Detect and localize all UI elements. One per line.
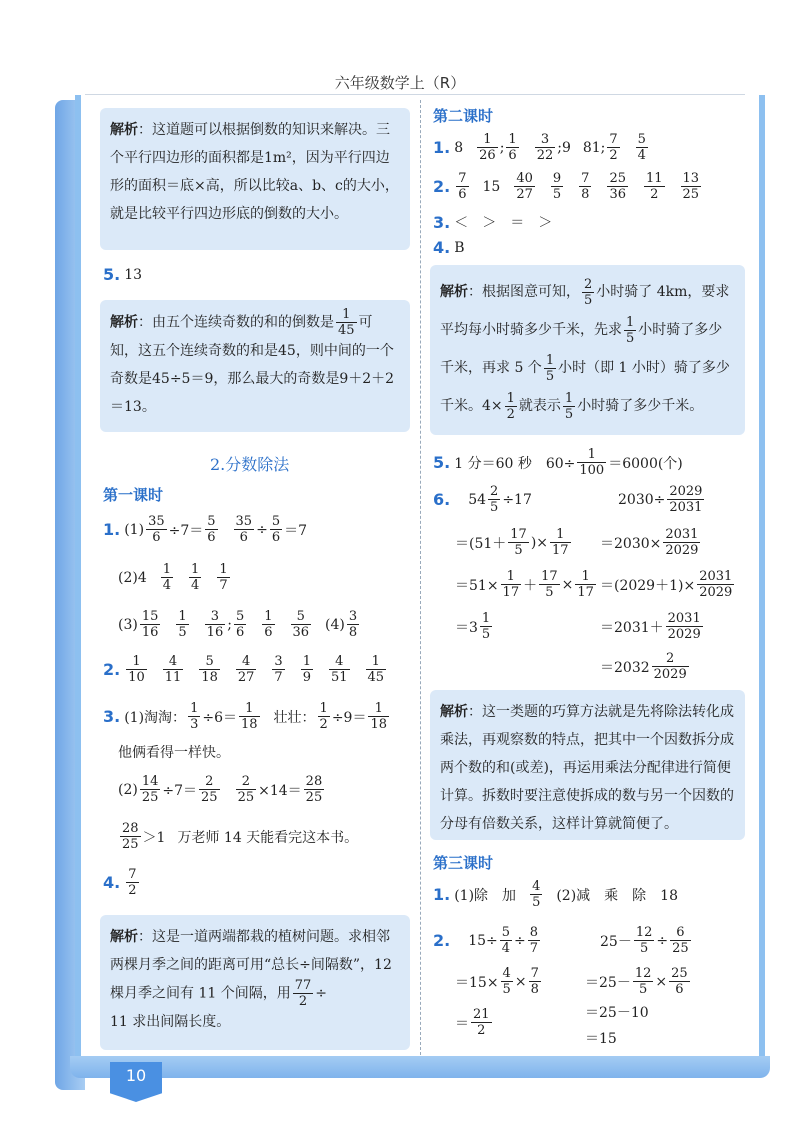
frame-bottom [70, 1056, 770, 1078]
l-q4: 4. $\frac{7}{2}$ [103, 867, 137, 898]
analysis-text: 小时骑了 4km，要求平均每小时骑多少千米，先求 [440, 284, 730, 338]
part-label: (2) [118, 781, 138, 798]
analysis-text: 小时（即 1 小时）骑了多少千米。4× [440, 360, 730, 414]
q-num: 2. [103, 660, 121, 679]
analysis-text: ：这道题可以根据倒数的知识来解决。三个平行四边形的面积都是1m²，因为平行四边形的面积＝底×高，所以比较a、b、c的大小，就是比较平行四边形底的倒数的大小。 [110, 122, 399, 222]
q-num: 3. [433, 212, 451, 232]
analysis-text: 可知，这五个连续奇数的和是45，则中间的一个奇数是45÷5＝9，那么最大的奇数是9＋2＋2＝13。 [110, 314, 395, 415]
answer: 1 分＝60 秒 60÷ [454, 455, 576, 472]
r-q6-l1: 6. 54 $\frac{2}{5}$ ÷17 [433, 484, 532, 515]
r-q4 [433, 238, 465, 257]
q-num: 2. [433, 177, 451, 196]
fraction: $\frac{35}{6}$ [235, 514, 253, 545]
analysis-box-5 [430, 690, 745, 840]
r3-q2-l2: ＝15× $\frac{4}{5}$ × $\frac{7}{8}$ [455, 966, 539, 997]
answer: (2)减 乘 除 18 [556, 887, 678, 904]
answer: ＜ ＞ ＝ ＞ [454, 215, 553, 231]
q-num: 2. [433, 931, 451, 950]
chapter-title: 2.分数除法 [210, 455, 290, 474]
fraction [336, 308, 357, 337]
numerator: 1 [336, 308, 357, 323]
r-q2: 2. $\frac{7}{6}$ 15 $\frac{40}{27}$ $\frac{9}{5}$ $\frac{7}{8}$ $\frac{25}{36}$ $\frac{11}{2}$ $\frac{13}{25}$ [433, 171, 700, 202]
part-label: (4) [325, 616, 345, 633]
r3-q2-r2: ＝25－ $\frac{12}{5}$ × $\frac{25}{6}$ [585, 966, 688, 997]
analysis-text: 11 求出间隔长度。 [110, 1014, 231, 1030]
analysis-box-3: 解析：这是一道两端都栽的植树问题。求相邻两棵月季之间的距离可用“总长÷间隔数”，12棵月季之间有 11 个间隔，用 $\frac{77}{2}$ ÷ 11 求出间隔长度。 [100, 915, 410, 1050]
q-num: 1. [103, 520, 121, 539]
analysis-text: ：这是一道两端都栽的植树问题。求相邻两棵月季之间的距离可用“总长÷间隔数”，12棵月季之间有 11 个间隔，用 [110, 929, 392, 1002]
r3-q2-r3: ＝25－10 [585, 1005, 649, 1021]
q-num: 4. [103, 873, 121, 892]
l-q3-line2: 他俩看得一样快。 [118, 745, 230, 761]
analysis-label: 解析 [110, 314, 138, 331]
q-num: 5. [103, 265, 121, 284]
r-q6-r3: ＝(2029＋1)× $\frac{2031}{2029}$ [600, 569, 733, 600]
r-q6-r2: ＝2030× $\frac{2031}{2029}$ [600, 527, 699, 558]
analysis-text: ：根据图意可知， [468, 284, 580, 300]
fraction: $\frac{5}{6}$ [271, 514, 281, 545]
analysis-label: 解析 [110, 929, 138, 945]
r-q6-l4: ＝3 $\frac{1}{5}$ [455, 611, 491, 642]
r3-q2-r1: 25－ $\frac{12}{5}$ ÷ $\frac{6}{25}$ [600, 925, 689, 956]
q-num: 3. [103, 707, 121, 726]
q-num: 1. [433, 138, 451, 157]
fraction: $\frac{35}{6}$ [148, 514, 165, 545]
r-q3 [433, 212, 552, 232]
answer: ＝6000(个) [608, 455, 683, 472]
r-q6-r5: ＝2032 $\frac{2}{2029}$ [600, 651, 687, 682]
l-q1-1: 1. (1) $\frac{35}{6}$ ÷7＝ $\frac{5}{6}$ $\frac{35}{6}$ ÷ $\frac{5}{6}$ ＝7 [103, 514, 308, 545]
column-divider [420, 100, 421, 1055]
q-num: 6. [433, 490, 451, 509]
book-title: 六年级数学上（R） [334, 74, 466, 92]
l-q3-2: (2) $\frac{14}{25}$ ÷7＝ $\frac{2}{25}$ $\frac{2}{25}$ ×14＝ $\frac{28}{25}$ [118, 774, 323, 805]
analysis-box-1 [100, 108, 410, 250]
part-label: (1) [124, 521, 145, 538]
fraction: $\frac{5}{6}$ [207, 514, 216, 545]
r-q5: 5. 1 分＝60 秒 60÷ $\frac{1}{100}$ ＝6000(个) [433, 447, 683, 478]
answer: B [454, 239, 465, 256]
conclusion: 万老师 14 天能看完这本书。 [177, 829, 359, 846]
lesson-3-title: 第三课时 [433, 854, 494, 872]
r3-q2-l1: 2. 15÷ $\frac{5}{4}$ ÷ $\frac{8}{7}$ [433, 925, 539, 956]
q-num: 4. [433, 238, 451, 257]
r-q6-r1: 2030÷ $\frac{2029}{2031}$ [618, 484, 703, 515]
denominator: 45 [338, 323, 355, 338]
l-q1-2: (2)4 $\frac{1}{4}$ $\frac{1}{4}$ $\frac{1}{7}$ [118, 562, 228, 593]
r3-q2-r4: ＝15 [585, 1031, 617, 1047]
page-number: 10 [125, 1066, 147, 1085]
analysis-text: 小时骑了多少千米，再求 5 个 [440, 322, 723, 376]
l-q3-line4: $\frac{28}{25}$ ＞1 万老师 14 天能看完这本书。 [122, 821, 359, 852]
analysis-box-2 [100, 300, 410, 432]
answer: (1)除 加 [454, 887, 517, 904]
part-label: (2)4 [118, 569, 147, 586]
analysis-text: 就表示 [518, 398, 561, 414]
analysis-box-4: 解析：根据图意可知， $\frac{2}{5}$ 小时骑了 4km，要求平均每小时骑多少千米，先求 $\frac{1}{5}$ 小时骑了多少千米，再求 5 个 $\frac{1}{5}$ 小时（即 1 小时）骑了多少千米。4× $\frac{1}{2}$ 就表示 $\frac{1}{5}$ 小时骑了多少千米。 [430, 265, 745, 435]
r3-q2-l3: ＝ $\frac{21}{2}$ [455, 1007, 490, 1038]
r3-q1: 1. (1)除 加 $\frac{4}{5}$ (2)减 乘 除 18 [433, 879, 678, 910]
l-q2: 2. $\frac{1}{10}$ $\frac{4}{11}$ $\frac{5}{18}$ $\frac{4}{27}$ $\frac{3}{7}$ $\frac{1}{9}$ $\frac{4}{51}$ $\frac{1}{45}$ [103, 654, 385, 685]
l-q1-3: (3) $\frac{15}{16}$ $\frac{1}{5}$ $\frac{3}{16}$ ; $\frac{5}{6}$ $\frac{1}{6}$ $\frac{5}{36}$ (4) $\frac{3}{8}$ [118, 609, 358, 640]
part-label: (1)淘淘： [124, 709, 187, 726]
analysis-text: ：这一类题的巧算方法就是先将除法转化成乘法，再观察数的特点，把其中一个因数拆分成两个数的和(或差)，再运用乘法分配律进行简便计算。拆数时要注意使拆成的数与另一个因数的分母有倍数关系，这样计算就简便了。 [440, 704, 734, 832]
q-num: 5. [433, 453, 451, 472]
r-q6-r4: ＝2031＋ $\frac{2031}{2029}$ [600, 611, 701, 642]
lesson-2-title: 第二课时 [433, 107, 494, 125]
analysis-text: 小时骑了多少千米。 [577, 398, 704, 414]
part-label: 壮壮： [273, 709, 316, 726]
analysis-label: 解析 [110, 122, 138, 138]
r-q6-l3: ＝51× $\frac{1}{17}$ ＋ $\frac{17}{5}$ × $\frac{1}{17}$ [455, 569, 594, 600]
answer: 13 [124, 266, 143, 283]
l-q3-1: 3. (1)淘淘： $\frac{1}{3}$ ÷6＝ $\frac{1}{18}$ 壮壮： $\frac{1}{2}$ ÷9＝ $\frac{1}{18}$ [103, 701, 387, 732]
analysis-label: 解析 [440, 284, 468, 300]
r-q6-l2: ＝(51＋ $\frac{17}{5}$ )× $\frac{1}{17}$ [455, 527, 569, 558]
answer: 8 [454, 139, 464, 156]
part-label: (3) [118, 616, 138, 633]
analysis-text: ：由五个连续奇数的和的倒数是 [138, 314, 334, 331]
q-num: 1. [433, 885, 451, 904]
r-q1: 1. 8 $\frac{1}{26}$ ; $\frac{1}{6}$ $\frac{3}{22}$ ;9 81; $\frac{7}{2}$ $\frac{5}{4}$ [433, 132, 646, 163]
analysis-label: 解析 [440, 704, 468, 720]
lesson-1-title: 第一课时 [103, 486, 164, 504]
l-q5 [103, 265, 142, 284]
